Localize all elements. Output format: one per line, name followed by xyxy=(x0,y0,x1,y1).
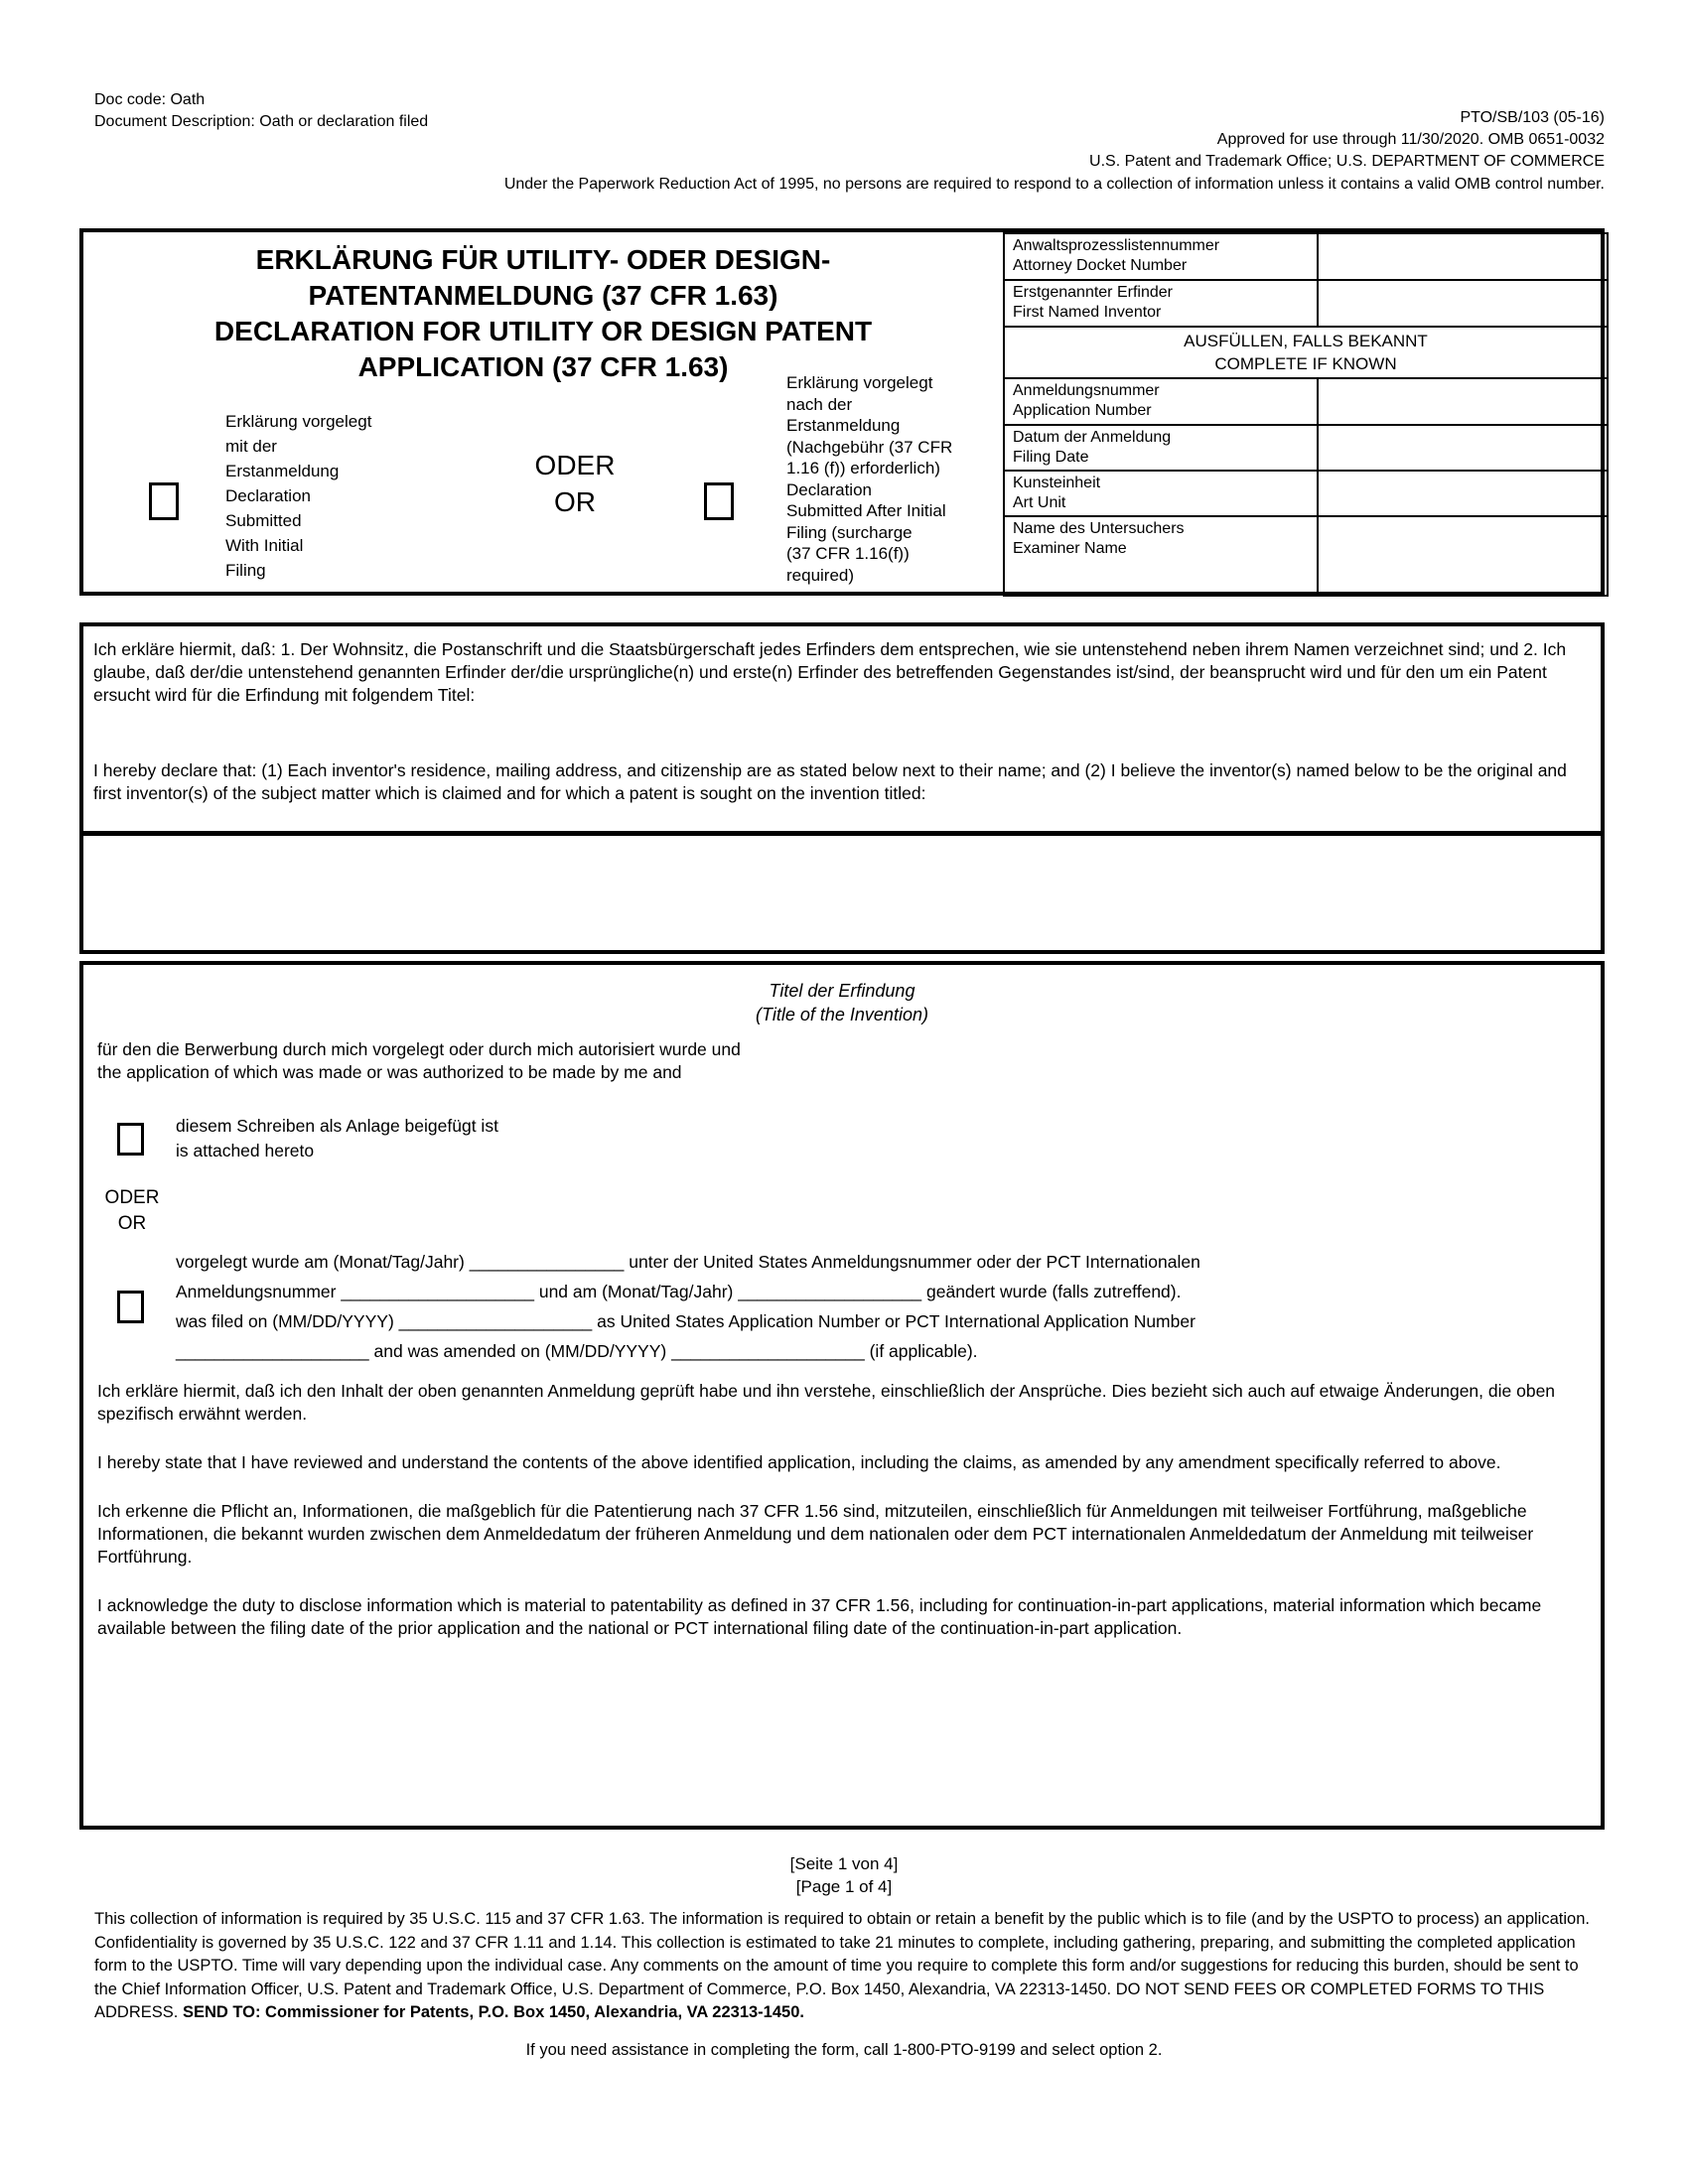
header-box xyxy=(79,228,1605,596)
examiner-name-value-cell[interactable] xyxy=(1318,516,1608,596)
examiner-name-label: Name des Untersuchers Examiner Name xyxy=(1004,516,1318,596)
invention-box xyxy=(79,961,1605,1830)
art-unit-value-cell[interactable] xyxy=(1318,471,1608,516)
burden-statement xyxy=(94,1908,1602,2025)
declaration-after-filing-checkbox[interactable] xyxy=(704,482,734,520)
office-line: U.S. Patent and Trademark Office; U.S. DEPARTMENT OF COMMERCE xyxy=(1089,153,1605,170)
invention-title-entry-field[interactable] xyxy=(83,836,1601,950)
table-row xyxy=(1004,327,1608,378)
declaration-paragraph-german: Ich erkläre hiermit, daß: 1. Der Wohnsitz, die Postanschrift und die Staatsbürgerschaft jedes Erfinders dem entsprechen, wie sie untenstehend neben ihrem Namen verzeichnet sind; und 2. Ich glaube, daß der/die untenstehend genannten Erfinder der/die ursprüngliche(n) und erste(n) Erfinder des betreffenden Gegenstandes ist/sind, der beansprucht wird und für den um ein Patent ersucht wird für die Erfindung mit folgendem Titel: xyxy=(93,639,1567,705)
application-number-label: Anmeldungsnummer Application Number xyxy=(1004,378,1318,425)
complete-if-known-banner: AUSFÜLLEN, FALLS BEKANNT COMPLETE IF KNOWN xyxy=(1004,327,1608,378)
statement-duty-german: Ich erkenne die Pflicht an, Informationen, die maßgeblich für die Patentierung nach 37 CFR 1.56 sind, mitzuteilen, einschließlich für Anmeldungen mit teilweiser Fortführung, maßgebliche Informationen, die bekannt wurden zwischen dem Anmeldedatum der früheren Anmeldung und dem nationalen oder dem PCT internationalen Anmeldedatum der Anmeldung mit teilweiser Fortführung. xyxy=(97,1501,1534,1567)
statement-duty-english: I acknowledge the duty to disclose information which is material to patentability as defined in 37 CFR 1.56, including for continuation-in-part applications, material information which became available between the filing date of the prior application and the national or PCT international filing date of the continuation-in-part application. xyxy=(97,1595,1542,1638)
declaration-box xyxy=(79,622,1605,954)
declaration-after-filing-label: Erklärung vorgelegt nach der Erstanmeldung (Nachgebühr (37 CFR 1.16 (f)) erforderlich) Declaration Submitted After Initial Filing (surcharge (37 CFR 1.16(f)) required) xyxy=(786,373,953,585)
form-meta-block xyxy=(1089,107,1605,173)
table-row xyxy=(1004,516,1608,596)
title-of-invention-heading: Titel der Erfindung (Title of the Invention) xyxy=(756,981,928,1024)
application-info-table xyxy=(1003,232,1609,592)
attached-hereto-label: diesem Schreiben als Anlage beigefügt ist is attached hereto xyxy=(176,1116,498,1160)
first-named-inventor-label: Erstgenannter Erfinder First Named Inventor xyxy=(1004,280,1318,327)
attorney-docket-label: Anwaltsprozesslistennummer Attorney Docket Number xyxy=(1004,233,1318,280)
form-title: ERKLÄRUNG FÜR UTILITY- ODER DESIGN- PATENTANMELDUNG (37 CFR 1.63) DECLARATION FOR UTILITY OR DESIGN PATENT APPLICATION (37 CFR 1.63) xyxy=(213,244,873,382)
page-indicator: [Seite 1 von 4] [Page 1 of 4] xyxy=(789,1854,899,1896)
application-made-by-me-text: für den die Berwerbung durch mich vorgelegt oder durch mich autorisiert wurde und the application of which was made or was authorized to be made by me and xyxy=(97,1039,741,1082)
filing-date-value-cell[interactable] xyxy=(1318,425,1608,471)
doc-code-block: Doc code: Oath Document Description: Oath or declaration filed xyxy=(94,91,429,130)
burden-statement-text: This collection of information is required by 35 U.S.C. 115 and 37 CFR 1.63. The information is required to obtain or retain a benefit by the public which is to file (and by the USPTO to process) an application. Confidentiality is governed by 35 U.S.C. 122 and 37 CFR 1.11 and 1.14. This collection is estimated to take 21 minutes to complete, including gathering, preparing, and submitting the completed application form to the USPTO. Time will vary depending upon the individual case. Any comments on the amount of time you require to complete this form and/or suggestions for reducing this burden, should be sent to the Chief Information Officer, U.S. Patent and Trademark Office, U.S. Department of Commerce, P.O. Box 1450, Alexandria, VA 22313-1450. DO NOT SEND FEES OR COMPLETED FORMS TO THIS ADDRESS. xyxy=(94,1910,1590,2021)
attorney-docket-value-cell[interactable] xyxy=(1318,233,1608,280)
statement-reviewed-german: Ich erkläre hiermit, daß ich den Inhalt der oben genannten Anmeldung geprüft habe und ihn verstehe, einschließlich der Ansprüche. Dies bezieht sich auch auf etwaige Änderungen, die oben spezifisch erwähnt werden. xyxy=(97,1381,1556,1424)
approval-line: Approved for use through 11/30/2020. OMB 0651-0032 xyxy=(1216,131,1605,148)
filing-date-label: Datum der Anmeldung Filing Date xyxy=(1004,425,1318,471)
table-row xyxy=(1004,425,1608,471)
attached-hereto-checkbox[interactable] xyxy=(117,1123,144,1156)
was-filed-on-checkbox[interactable] xyxy=(117,1291,144,1323)
form-number: PTO/SB/103 (05-16) xyxy=(1460,109,1605,126)
table-row xyxy=(1004,378,1608,425)
assistance-line: If you need assistance in completing the form, call 1-800-PTO-9199 and select option 2. xyxy=(525,2041,1163,2059)
statement-reviewed-english: I hereby state that I have reviewed and understand the contents of the above identified application, including the claims, as amended by any amendment specifically referred to above. xyxy=(97,1452,1501,1472)
burden-send-to-text: SEND TO: Commissioner for Patents, P.O. Box 1450, Alexandria, VA 22313-1450. xyxy=(182,2003,804,2021)
table-row xyxy=(1004,471,1608,516)
table-row xyxy=(1004,280,1608,327)
art-unit-label: Kunsteinheit Art Unit xyxy=(1004,471,1318,516)
declaration-paragraph-english: I hereby declare that: (1) Each inventor's residence, mailing address, and citizenship are as stated below next to their name; and (2) I believe the inventor(s) named below to be the original and first inventor(s) of the subject matter which is claimed and for which a patent is sought on the invention titled: xyxy=(93,760,1567,803)
was-filed-on-row xyxy=(117,1247,1589,1366)
declaration-initial-filing-checkbox[interactable] xyxy=(149,482,179,520)
invention-or-label: ODER OR xyxy=(104,1187,160,1234)
declaration-initial-filing-label: Erklärung vorgelegt mit der Erstanmeldung Declaration Submitted With Initial Filing xyxy=(225,412,372,580)
was-filed-on-label: vorgelegt wurde am (Monat/Tag/Jahr) ________________ unter der United States Anmeldungsnummer oder der PCT Internationalen Anmeldungsnummer ____________________ und am (Monat/Tag/Jahr) ___________________ geändert wurde (falls zutreffend). was filed on (MM/DD/YYYY) ____________________ as United States Application Number or PCT International Application Number ____________________ and was amended on (MM/DD/YYYY) ____________________ (if applicable). xyxy=(176,1252,1200,1361)
attached-hereto-row xyxy=(117,1114,1589,1163)
application-number-value-cell[interactable] xyxy=(1318,378,1608,425)
first-named-inventor-value-cell[interactable] xyxy=(1318,280,1608,327)
table-row xyxy=(1004,233,1608,280)
header-or-label: ODER OR xyxy=(534,450,616,517)
paperwork-reduction-notice: Under the Paperwork Reduction Act of 1995, no persons are required to respond to a collection of information unless it contains a valid OMB control number. xyxy=(503,176,1605,193)
header-left-area xyxy=(83,232,1003,592)
